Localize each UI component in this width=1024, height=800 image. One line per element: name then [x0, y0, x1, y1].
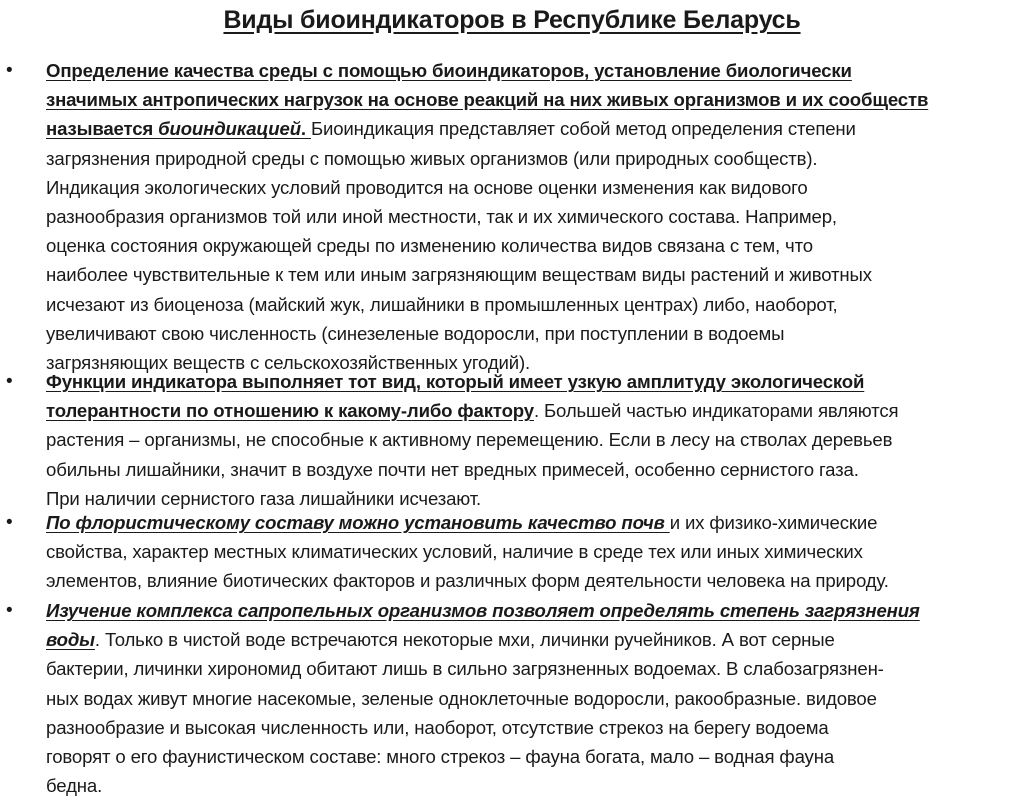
bold-italic-text: Изучение комплекса сапропельных организмов позволяет определять степень загрязнения: [46, 600, 920, 621]
body-text-line: ных водах живут многие насекомые, зеленые одноклеточные водоросли, ракообразные. видовое: [46, 687, 877, 709]
bold-text: значимых антропических нагрузок на основе реакций на них живых организмов и их сообществ: [46, 89, 929, 111]
bold-text: .: [300, 118, 311, 140]
body-text-line: элементов, влияние биотических факторов и различных форм деятельности человека на природу.: [46, 570, 889, 592]
body-text-line: свойства, характер местных климатических условий, наличие в среде тех или иных химических: [46, 541, 863, 563]
body-text-line: наиболее чувствительные к тем или иным загрязняющим веществам виды растений и животных: [46, 264, 872, 286]
body-text-line: Индикация экологических условий проводится на основе оценки изменения как видового: [46, 176, 808, 198]
bullet-icon: •: [6, 371, 13, 392]
body-text-line: бедна.: [46, 775, 103, 797]
body-text-line: бактерии, личинки хирономид обитают лишь в сильно загрязненных водоемах. В слабозагрязнен-: [46, 658, 884, 680]
body-text-line: оценка состояния окружающей среды по изменению количества видов связана с тем, что: [46, 235, 813, 257]
bold-text: называется: [46, 118, 159, 140]
body-text: . Большей частью индикаторами являются: [533, 400, 899, 422]
body-text-line: разнообразия организмов той или иной местности, так и их химического состава. Например,: [46, 205, 837, 227]
body-text: . Только в чистой воде встречаются некоторые мхи, личинки ручейников. А вот серные: [94, 629, 835, 651]
body-text-line: растения – организмы, не способные к активному перемещению. Если в лесу на стволах деревьев: [46, 429, 893, 451]
body-text-line: говорят о его фаунистическом составе: много стрекоз – фауна богата, мало – водная фауна: [46, 745, 835, 767]
term-bioindication: биоиндикацией: [158, 118, 301, 140]
bold-italic-text: По флористическому составу можно установить качество почв: [46, 512, 670, 533]
bullet-icon: •: [6, 512, 13, 533]
body-text: Биоиндикация представляет собой метод определения степени: [310, 118, 856, 140]
bold-text: Определение качества среды с помощью биоиндикаторов, установление биологически: [46, 60, 852, 81]
bullet-icon: •: [6, 600, 13, 621]
body-text-line: исчезают из биоценоза (майский жук, лишайники в промышленных центрах) либо, наоборот,: [46, 293, 838, 315]
body-text-line: увеличивают свою численность (синезеленые водоросли, при поступлении в водоемы: [46, 322, 785, 344]
body-text-line: обильны лишайники, значит в воздухе почти нет вредных примесей, особенно сернистого газа.: [46, 458, 859, 480]
body-text: и их физико-химические: [669, 512, 878, 533]
body-text-line: загрязнения природной среды с помощью живых организмов (или природных сообществ).: [46, 147, 818, 169]
body-text-line: загрязняющих веществ с сельскохозяйственных угодий).: [46, 351, 531, 373]
slide-title: Виды биоиндикаторов в Республике Беларусь: [223, 6, 801, 34]
bullet-icon: •: [6, 60, 13, 81]
bold-text: толерантности по отношению к какому-либо фактору: [46, 400, 534, 422]
body-text-line: При наличии сернистого газа лишайники исчезают.: [46, 487, 482, 509]
bold-italic-text: воды: [46, 629, 95, 651]
bold-text: Функции индикатора выполняет тот вид, который имеет узкую амплитуду экологической: [46, 371, 865, 392]
body-text-line: разнообразие и высокая численность или, наоборот, отсутствие стрекоз на берегу водоема: [46, 716, 829, 738]
